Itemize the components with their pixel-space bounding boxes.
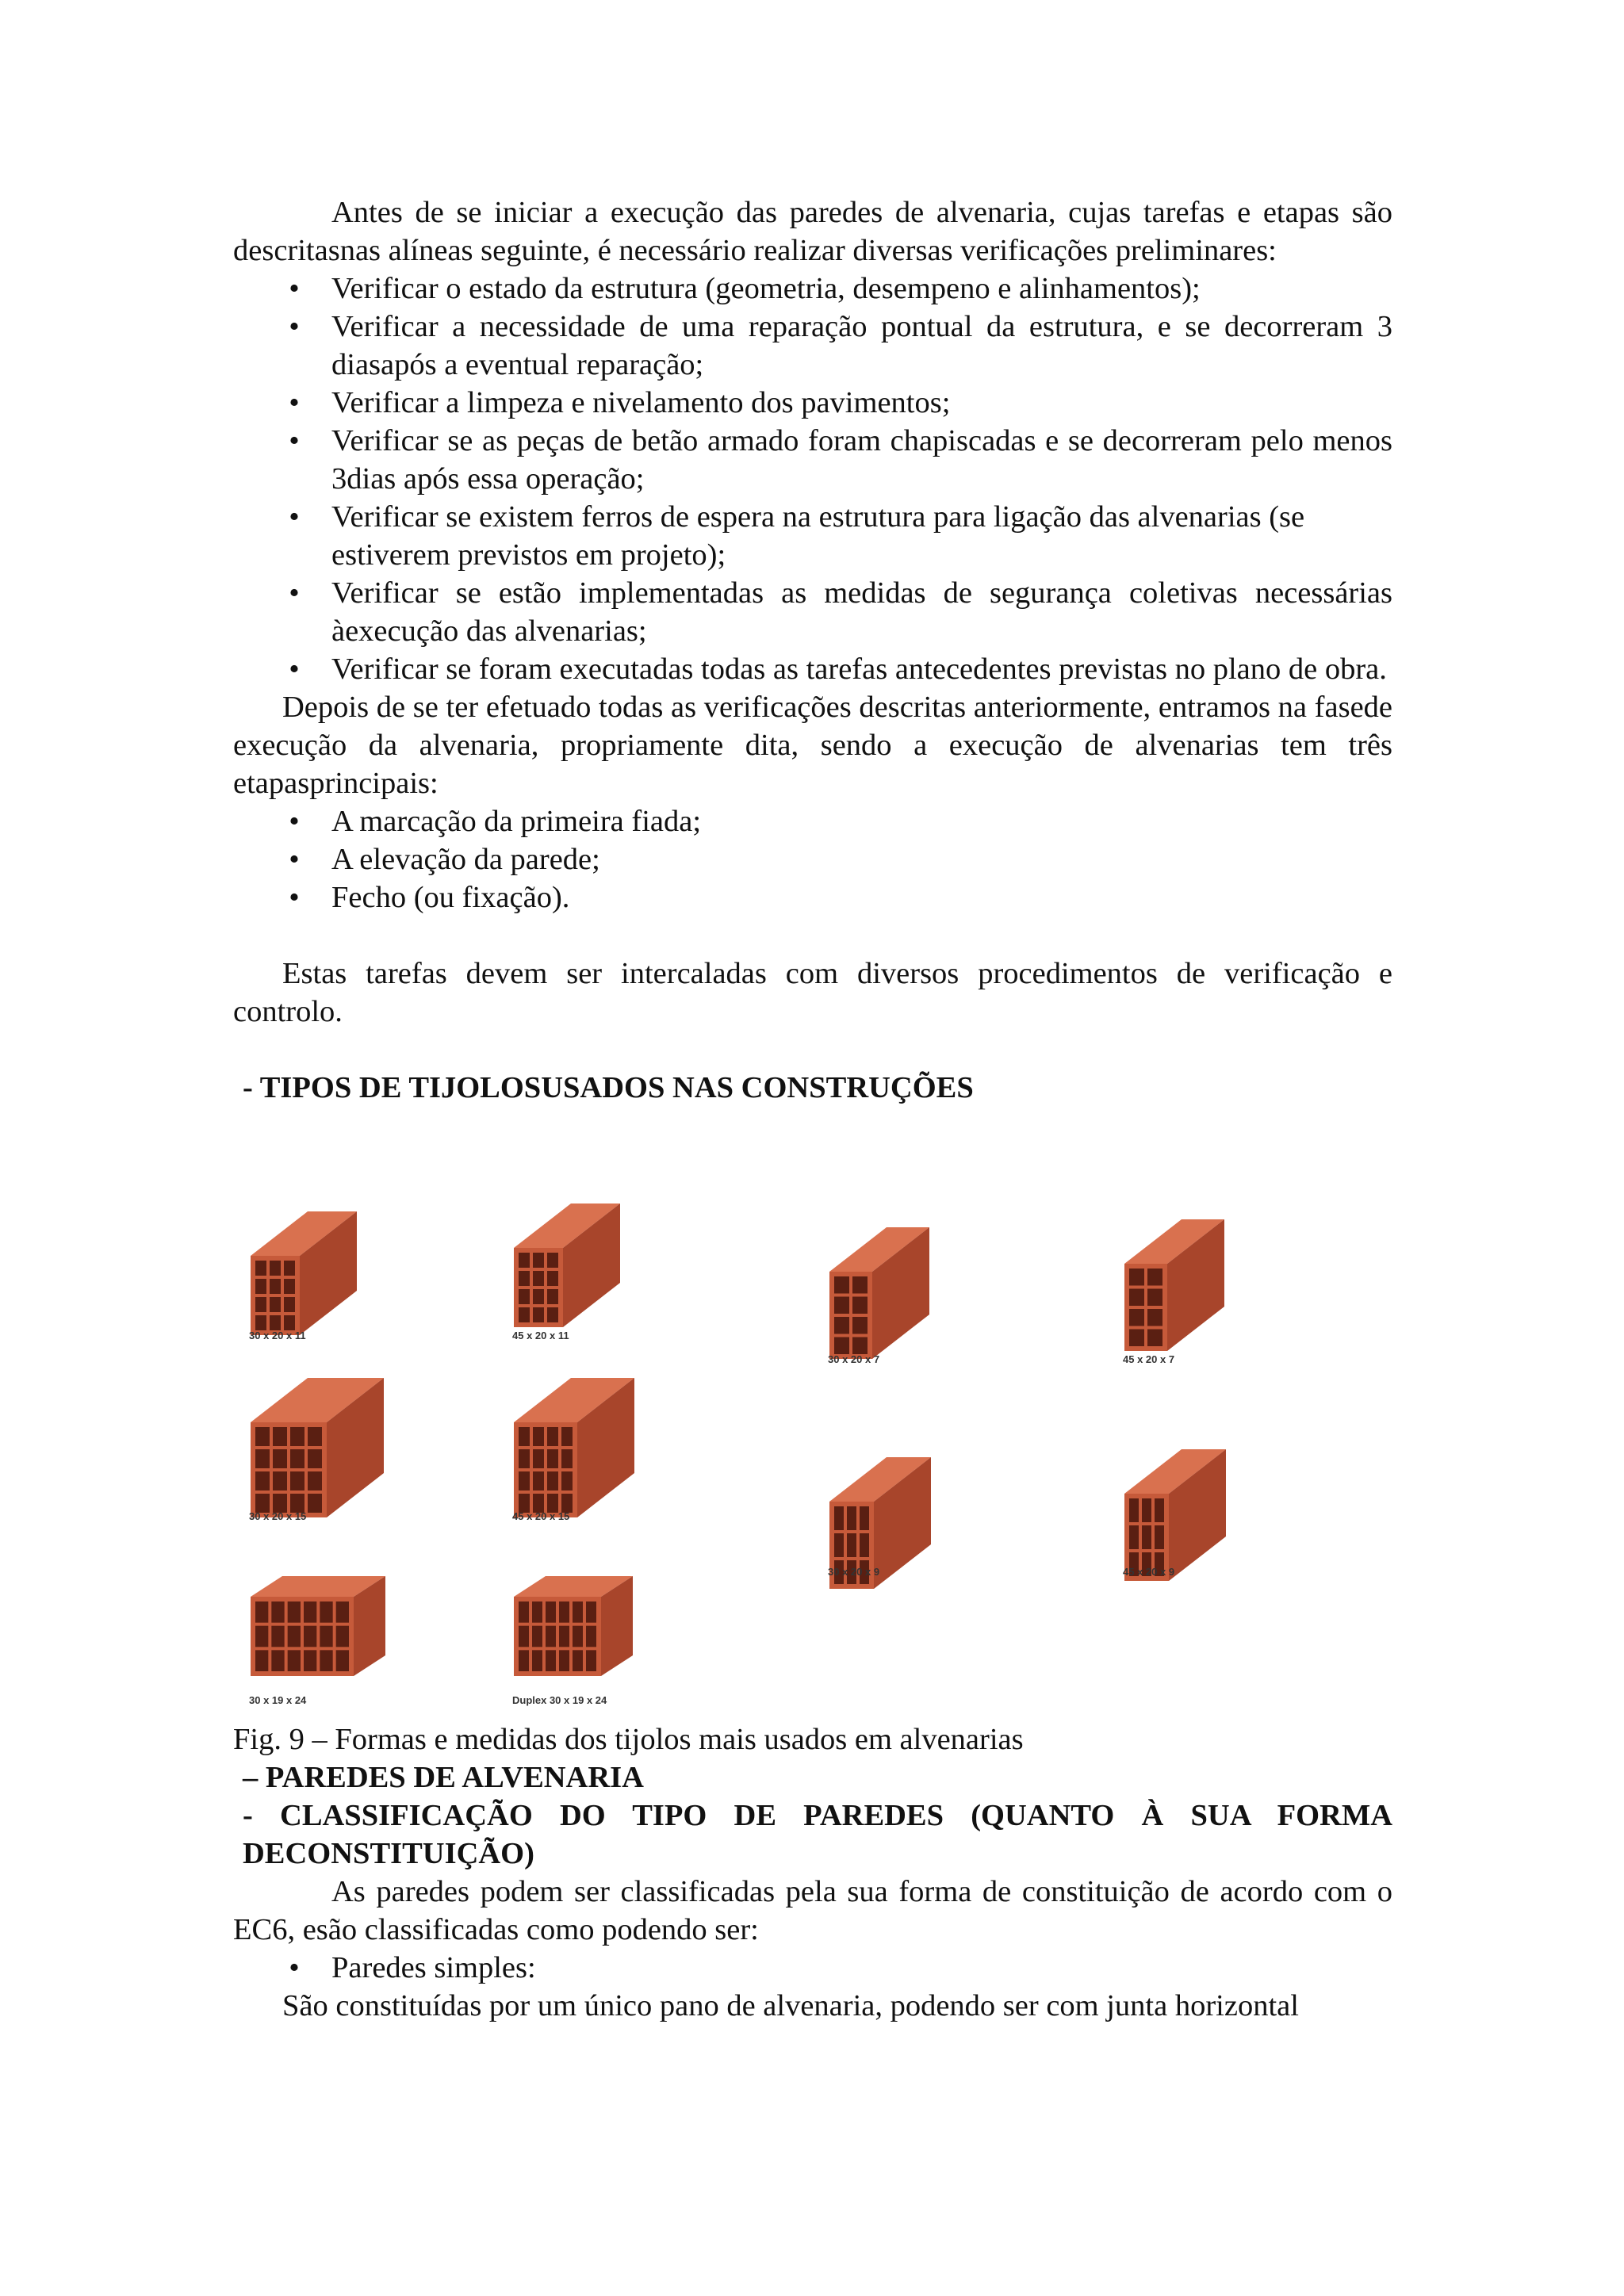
brick-hole bbox=[1155, 1525, 1164, 1549]
brick-hole bbox=[533, 1427, 544, 1446]
brick-illustration bbox=[512, 1575, 634, 1678]
bullet-icon: • bbox=[289, 386, 300, 419]
brick-hole bbox=[336, 1601, 349, 1623]
brick-hole bbox=[1129, 1525, 1139, 1549]
brick-hole bbox=[561, 1471, 573, 1490]
brick-hole bbox=[533, 1289, 544, 1304]
brick-hole bbox=[255, 1315, 266, 1330]
brick-illustration bbox=[512, 1376, 636, 1519]
brick-hole bbox=[284, 1297, 295, 1312]
check-text: Verificar a necessidade de uma reparação pontual da estrutura, e se decorreram 3 diasapós a eventual reparação; bbox=[331, 310, 1392, 381]
brick-hole bbox=[270, 1315, 281, 1330]
brick-hole bbox=[834, 1533, 844, 1557]
brick-hole bbox=[559, 1601, 569, 1623]
brick-hole bbox=[547, 1307, 558, 1322]
wall-type-description: São constituídas por um único pano de alvenaria, podendo ser com junta horizontal bbox=[282, 1989, 1299, 2022]
check-text: Verificar se foram executadas todas as tarefas antecedentes previstas no plano de obra. bbox=[331, 652, 1387, 686]
brick-hole bbox=[586, 1650, 596, 1671]
brick-hole bbox=[519, 1601, 529, 1623]
brick-hole bbox=[288, 1626, 301, 1647]
brick-hole bbox=[834, 1276, 849, 1294]
brick-hole bbox=[1129, 1330, 1144, 1347]
check-text: Verificar se as peças de betão armado foram chapiscadas e se decorreram pelo menos 3dias após essa operação; bbox=[331, 424, 1392, 496]
brick-hole bbox=[255, 1471, 270, 1490]
brick-hole bbox=[255, 1601, 268, 1623]
brick-hole bbox=[547, 1271, 558, 1286]
brick-hole bbox=[320, 1626, 332, 1647]
brick-hole bbox=[546, 1626, 556, 1647]
bullet-icon: • bbox=[289, 272, 300, 305]
check-text: Verificar a limpeza e nivelamento dos pavimentos; bbox=[331, 386, 951, 419]
bullet-icon: • bbox=[289, 1951, 300, 1984]
brick-hole bbox=[1147, 1330, 1162, 1347]
brick-hole bbox=[519, 1650, 529, 1671]
brick-illustration bbox=[249, 1210, 358, 1337]
brick-hole bbox=[304, 1626, 316, 1647]
brick-hole bbox=[546, 1601, 556, 1623]
brick-hole bbox=[533, 1449, 544, 1468]
brick-hole bbox=[559, 1650, 569, 1671]
brick-size-label: 30 x 19 x 24 bbox=[249, 1694, 307, 1706]
wall-type-text: Paredes simples: bbox=[331, 1951, 536, 1984]
brick-hole bbox=[255, 1626, 268, 1647]
brick-size-label: 30 x 20 x 9 bbox=[828, 1566, 880, 1578]
brick-hole bbox=[519, 1289, 530, 1304]
list-item bbox=[233, 384, 1392, 422]
brick-hole bbox=[519, 1427, 530, 1446]
brick-size-label: Duplex 30 x 19 x 24 bbox=[512, 1694, 607, 1706]
brick-hole bbox=[1142, 1525, 1151, 1549]
brick-hole bbox=[320, 1650, 332, 1671]
brick-hole bbox=[573, 1601, 583, 1623]
brick-hole bbox=[546, 1650, 556, 1671]
brick-hole bbox=[273, 1471, 287, 1490]
brick-hole bbox=[834, 1506, 844, 1530]
brick-hole bbox=[847, 1506, 856, 1530]
list-item bbox=[233, 802, 1392, 840]
brick-hole bbox=[308, 1494, 322, 1513]
brick-hole bbox=[284, 1279, 295, 1294]
brick-hole bbox=[290, 1427, 304, 1446]
list-item bbox=[233, 840, 1392, 878]
brick-hole bbox=[1142, 1498, 1151, 1522]
check-text: Verificar o estado da estrutura (geometria, desempeno e alinhamentos); bbox=[331, 272, 1201, 305]
bullet-icon: • bbox=[289, 310, 300, 343]
check-text: Verificar se existem ferros de espera na estrutura para ligação das alvenarias (se estiverem previstos em projeto); bbox=[331, 500, 1305, 572]
brick-hole bbox=[586, 1626, 596, 1647]
brick-hole bbox=[304, 1650, 316, 1671]
stage-text: A marcação da primeira fiada; bbox=[331, 805, 702, 838]
brick-hole bbox=[255, 1650, 268, 1671]
brick-hole bbox=[532, 1601, 542, 1623]
brick-hole bbox=[336, 1650, 349, 1671]
brick-illustration bbox=[1123, 1448, 1228, 1582]
brick-hole bbox=[519, 1271, 530, 1286]
brick-hole bbox=[270, 1279, 281, 1294]
brick-hole bbox=[308, 1427, 322, 1446]
brick-hole bbox=[519, 1307, 530, 1322]
brick-illustration bbox=[249, 1376, 385, 1519]
list-item bbox=[233, 878, 1392, 916]
brick-hole bbox=[288, 1601, 301, 1623]
brick-size-label: 45 x 20 x 9 bbox=[1123, 1566, 1175, 1578]
brick-hole bbox=[519, 1626, 529, 1647]
brick-hole bbox=[336, 1626, 349, 1647]
brick-hole bbox=[532, 1650, 542, 1671]
brick-hole bbox=[547, 1427, 558, 1446]
bullet-icon: • bbox=[289, 500, 300, 534]
brick-hole bbox=[255, 1297, 266, 1312]
brick-hole bbox=[533, 1307, 544, 1322]
brick-hole bbox=[561, 1449, 573, 1468]
check-text: Verificar se estão implementadas as medidas de segurança coletivas necessárias àexecução das alvenarias; bbox=[331, 576, 1392, 648]
classification-heading: - CLASSIFICAÇÃO DO TIPO DE PAREDES (QUANTO À SUA FORMA DECONSTITUIÇÃO) bbox=[243, 1799, 1392, 1870]
brick-hole bbox=[255, 1261, 266, 1276]
intro-paragraph: Antes de se iniciar a execução das paredes de alvenaria, cujas tarefas e etapas são descritasnas alíneas seguinte, é necessário realizar diversas verificações preliminares: bbox=[233, 196, 1392, 267]
brick-hole bbox=[533, 1253, 544, 1268]
brick-hole bbox=[519, 1449, 530, 1468]
list-item bbox=[233, 270, 1392, 308]
brick-hole bbox=[547, 1289, 558, 1304]
brick-size-label: 30 x 20 x 15 bbox=[249, 1510, 307, 1522]
bullet-icon: • bbox=[289, 652, 300, 686]
brick-illustration bbox=[512, 1202, 622, 1329]
brick-hole bbox=[547, 1471, 558, 1490]
brick-illustration bbox=[828, 1226, 931, 1360]
list-item bbox=[233, 498, 1392, 574]
brick-hole bbox=[255, 1449, 270, 1468]
brick-hole bbox=[852, 1337, 868, 1355]
brick-size-label: 45 x 20 x 15 bbox=[512, 1510, 570, 1522]
brick-hole bbox=[271, 1650, 284, 1671]
brick-hole bbox=[1147, 1289, 1162, 1307]
brick-hole bbox=[519, 1471, 530, 1490]
brick-hole bbox=[284, 1315, 295, 1330]
stage-text: A elevação da parede; bbox=[331, 843, 600, 876]
stages-paragraph: Depois de se ter efetuado todas as verificações descritas anteriormente, entramos na fasede execução da alvenaria, propriamente dita, sendo a execução de alvenarias tem três etapasprincipais: bbox=[233, 691, 1392, 800]
brick-hole bbox=[519, 1253, 530, 1268]
stage-text: Fecho (ou fixação). bbox=[331, 881, 570, 914]
brick-hole bbox=[586, 1601, 596, 1623]
brick-hole bbox=[1147, 1309, 1162, 1326]
stages-note: Estas tarefas devem ser intercaladas com diversos procedimentos de verificação e controlo. bbox=[233, 957, 1392, 1028]
preliminary-checks-list bbox=[233, 270, 1392, 688]
brick-hole bbox=[573, 1650, 583, 1671]
brick-hole bbox=[1155, 1498, 1164, 1522]
brick-size-label: 45 x 20 x 7 bbox=[1123, 1353, 1175, 1365]
brick-hole bbox=[852, 1317, 868, 1334]
brick-hole bbox=[547, 1253, 558, 1268]
brick-illustration bbox=[1123, 1218, 1226, 1353]
brick-hole bbox=[532, 1626, 542, 1647]
brick-size-label: 30 x 20 x 11 bbox=[249, 1330, 306, 1341]
brick-hole bbox=[852, 1276, 868, 1294]
brick-hole bbox=[273, 1427, 287, 1446]
bullet-icon: • bbox=[289, 576, 300, 610]
brick-size-label: 30 x 20 x 7 bbox=[828, 1353, 880, 1365]
brick-hole bbox=[1129, 1269, 1144, 1286]
list-item bbox=[233, 1949, 1392, 1987]
wall-types-list bbox=[233, 1949, 1392, 1987]
brick-hole bbox=[270, 1261, 281, 1276]
brick-hole bbox=[559, 1626, 569, 1647]
list-item bbox=[233, 650, 1392, 688]
brick-size-label: 45 x 20 x 11 bbox=[512, 1330, 569, 1341]
stages-list bbox=[233, 802, 1392, 916]
brick-hole bbox=[255, 1279, 266, 1294]
brick-hole bbox=[290, 1449, 304, 1468]
bullet-icon: • bbox=[289, 805, 300, 838]
bullet-icon: • bbox=[289, 881, 300, 914]
brick-hole bbox=[273, 1449, 287, 1468]
brick-hole bbox=[860, 1533, 869, 1557]
brick-hole bbox=[308, 1471, 322, 1490]
brick-hole bbox=[847, 1533, 856, 1557]
brick-hole bbox=[834, 1297, 849, 1314]
brick-hole bbox=[1129, 1498, 1139, 1522]
brick-hole bbox=[547, 1449, 558, 1468]
brick-hole bbox=[860, 1506, 869, 1530]
document-page bbox=[233, 193, 1392, 2025]
brick-hole bbox=[852, 1297, 868, 1314]
brick-hole bbox=[288, 1650, 301, 1671]
brick-illustration bbox=[249, 1575, 387, 1678]
bullet-icon: • bbox=[289, 843, 300, 876]
brick-hole bbox=[284, 1261, 295, 1276]
list-item bbox=[233, 308, 1392, 384]
walls-paragraph: As paredes podem ser classificadas pela sua forma de constituição de acordo com o EC6, esão classificadas como podendo ser: bbox=[233, 1875, 1392, 1946]
brick-hole bbox=[255, 1427, 270, 1446]
brick-hole bbox=[1129, 1289, 1144, 1307]
brick-hole bbox=[308, 1449, 322, 1468]
bricks-heading: - TIPOS DE TIJOLOSUSADOS NAS CONSTRUÇÕES bbox=[243, 1071, 974, 1104]
brick-hole bbox=[270, 1297, 281, 1312]
walls-heading: – PAREDES DE ALVENARIA bbox=[243, 1761, 644, 1794]
brick-hole bbox=[834, 1337, 849, 1355]
figure-caption: Fig. 9 – Formas e medidas dos tijolos mais usados em alvenarias bbox=[233, 1723, 1024, 1756]
brick-hole bbox=[271, 1626, 284, 1647]
brick-hole bbox=[1129, 1309, 1144, 1326]
brick-hole bbox=[533, 1271, 544, 1286]
brick-hole bbox=[320, 1601, 332, 1623]
brick-hole bbox=[533, 1471, 544, 1490]
brick-hole bbox=[304, 1601, 316, 1623]
brick-hole bbox=[573, 1626, 583, 1647]
bullet-icon: • bbox=[289, 424, 300, 457]
brick-hole bbox=[561, 1427, 573, 1446]
bricks-figure bbox=[233, 1194, 1392, 1711]
brick-hole bbox=[834, 1317, 849, 1334]
list-item bbox=[233, 574, 1392, 650]
brick-hole bbox=[1147, 1269, 1162, 1286]
brick-hole bbox=[290, 1471, 304, 1490]
brick-hole bbox=[271, 1601, 284, 1623]
list-item bbox=[233, 422, 1392, 498]
